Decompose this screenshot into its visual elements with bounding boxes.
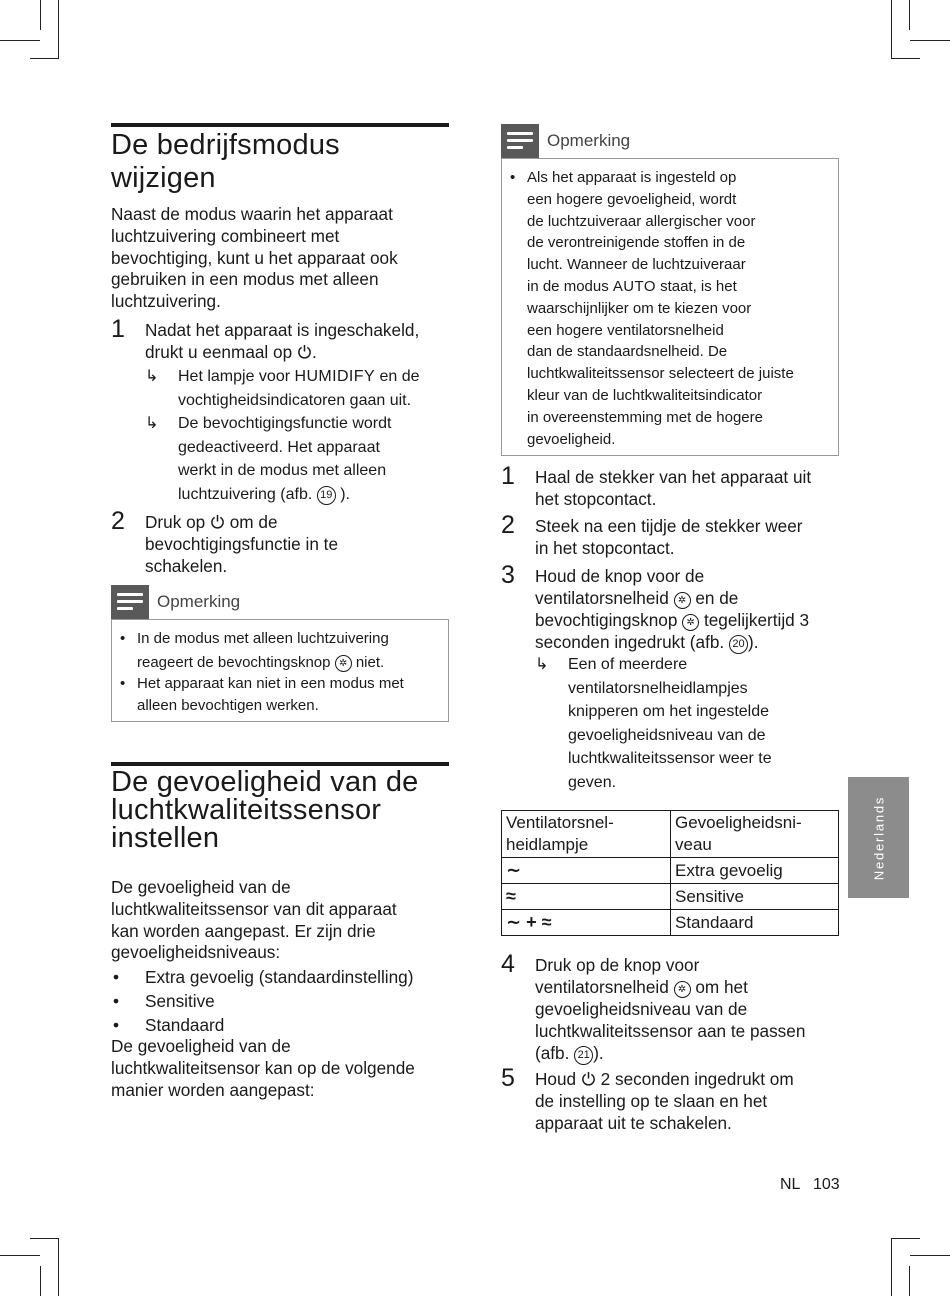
power-icon bbox=[581, 1071, 596, 1086]
crop-mark bbox=[891, 0, 892, 58]
result-arrow-icon: ↳ bbox=[535, 656, 549, 673]
power-icon bbox=[210, 514, 225, 529]
intro-paragraph: De gevoeligheid van de luchtkwaliteitssensor van dit apparaat kan worden aangepast. Er zijn drie gevoeligheidsniveaus: bbox=[111, 877, 397, 963]
crop-mark bbox=[909, 1266, 910, 1296]
section-rule bbox=[111, 123, 449, 127]
table-row bbox=[502, 910, 839, 936]
fan-icon: ✲ bbox=[674, 981, 691, 998]
power-icon bbox=[297, 344, 312, 359]
sensitivity-level-cell: Extra gevoelig bbox=[671, 858, 839, 884]
fan-lamp-cell: ≈ bbox=[502, 884, 671, 910]
figure-reference: 20 bbox=[729, 635, 748, 654]
page-number: 103 bbox=[813, 1176, 840, 1193]
step-number: 1 bbox=[111, 315, 125, 343]
result-arrow-icon: ↳ bbox=[145, 368, 159, 385]
fan-icon: ✲ bbox=[674, 592, 691, 609]
fan-icon: ✲ bbox=[335, 655, 352, 672]
step-number: 3 bbox=[501, 561, 515, 589]
note-label: Opmerking bbox=[547, 131, 631, 150]
fan-icon: ✲ bbox=[682, 614, 699, 631]
note-header bbox=[501, 124, 839, 159]
result-arrow-icon: ↳ bbox=[145, 415, 159, 432]
crop-mark bbox=[891, 1238, 892, 1296]
sensitivity-level-cell: Sensitive bbox=[671, 884, 839, 910]
footer-language: NL bbox=[780, 1176, 801, 1193]
table-row bbox=[502, 858, 839, 884]
crop-mark bbox=[0, 40, 40, 41]
sensitivity-level-list bbox=[111, 965, 449, 1037]
table-header-cell: Ventilatorsnel- heidlampje bbox=[502, 811, 671, 858]
crop-mark bbox=[0, 1255, 40, 1256]
intro-paragraph: Naast de modus waarin het apparaat luchtzuivering combineert met bevochtiging, kunt u het apparaat ook gebruiken in een modus met alleen luchtzuivering. bbox=[111, 204, 398, 312]
crop-mark bbox=[909, 0, 910, 30]
step-number: 5 bbox=[501, 1064, 515, 1092]
step-number: 4 bbox=[501, 950, 515, 978]
list-item: • Standaard bbox=[113, 1015, 225, 1035]
note-icon bbox=[111, 585, 149, 620]
list-item: • Extra gevoelig (standaardinstelling) bbox=[113, 967, 414, 987]
note-header bbox=[111, 585, 449, 620]
step-number: 2 bbox=[111, 507, 125, 535]
crop-mark bbox=[30, 1238, 59, 1239]
crop-mark bbox=[891, 58, 920, 59]
crop-mark bbox=[910, 40, 950, 41]
table-header-row bbox=[502, 811, 839, 858]
step-number: 2 bbox=[501, 511, 515, 539]
crop-mark bbox=[40, 1266, 41, 1296]
table-row bbox=[502, 884, 839, 910]
note-icon bbox=[501, 124, 539, 159]
step-number: 1 bbox=[501, 462, 515, 490]
crop-mark bbox=[58, 0, 59, 58]
note-label: Opmerking bbox=[157, 592, 241, 611]
section-title: De gevoeligheid van de luchtkwaliteitssensor instellen bbox=[111, 766, 419, 854]
fan-lamp-cell: ∼ + ≈ bbox=[502, 910, 671, 936]
fan-lamp-cell: ∼ bbox=[502, 858, 671, 884]
list-item: • Sensitive bbox=[113, 991, 215, 1011]
sensitivity-level-cell: Standaard bbox=[671, 910, 839, 936]
crop-mark bbox=[40, 0, 41, 30]
figure-reference: 19 bbox=[317, 486, 336, 505]
table-header-cell: Gevoeligheidsni- veau bbox=[671, 811, 839, 858]
crop-mark bbox=[891, 1238, 920, 1239]
section-title: De bedrijfsmodus wijzigen bbox=[111, 129, 340, 194]
note-box: • Als het apparaat is ingesteld op een hogere gevoeligheid, wordt de luchtzuiveraar allergischer voor de verontreinigende stoffen in de lucht. Wanneer de luchtzuiveraar in de modus AUTO staat, is het waarschijnlijker om te kiezen voor een hogere ventilatorsnelheid dan de standaardsnelheid. De luchtkwaliteitssensor selecteert de juiste kleur van de luchtkwaliteitsindicator in overeenstemming met de hogere gevoeligheid. bbox=[501, 158, 839, 456]
crop-mark bbox=[58, 1238, 59, 1296]
crop-mark bbox=[30, 58, 59, 59]
sensitivity-table bbox=[501, 810, 839, 936]
note-box: • In de modus met alleen luchtzuivering reageert de bevochtingsknop ✲ niet. • Het apparaat kan niet in een modus met alleen bevochtigen werken. bbox=[111, 619, 449, 722]
language-side-tab: Nederlands bbox=[848, 777, 909, 898]
figure-reference: 21 bbox=[574, 1046, 593, 1065]
outro-paragraph: De gevoeligheid van de luchtkwaliteitsensor kan op de volgende manier worden aangepast: bbox=[111, 1036, 415, 1100]
crop-mark bbox=[910, 1255, 950, 1256]
